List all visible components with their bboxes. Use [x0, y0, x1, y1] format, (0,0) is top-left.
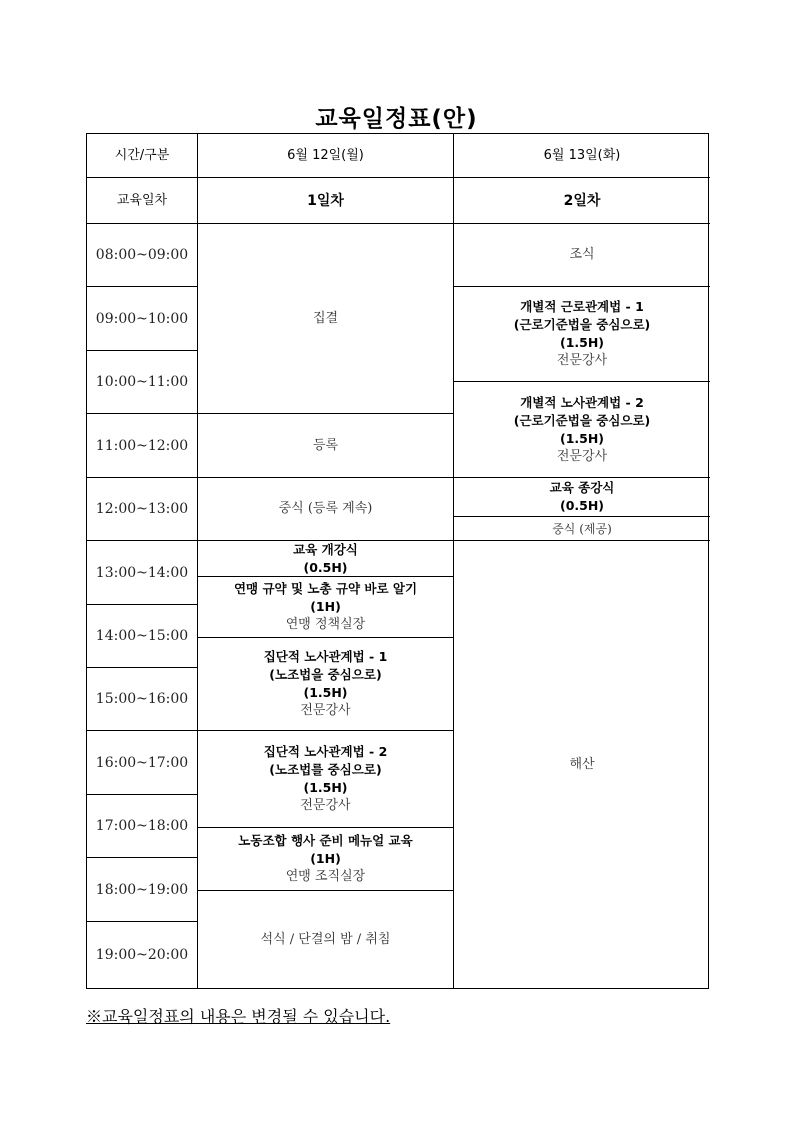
closing-duration: (0.5H): [559, 498, 605, 513]
individual2-duration: (1.5H): [559, 430, 605, 446]
day2-dismiss-text: 해산: [569, 756, 595, 772]
individual1-duration: (1.5H): [559, 335, 605, 350]
day2-breakfast-text: 조식: [569, 247, 595, 262]
day2-lunch-text: 중식 (제공): [552, 521, 612, 536]
day1-register: [198, 414, 454, 478]
day1-dinner-text: 석식 / 단결의 밤 / 취침: [260, 931, 391, 947]
day2-closing: [454, 478, 710, 517]
day1-gather-text: 집결: [312, 310, 339, 326]
time-slot: 10:00~11:00: [87, 351, 198, 414]
union-rules-speaker: 연맹 정책실장: [285, 617, 366, 632]
schedule-table: [86, 133, 709, 989]
collective2-subtitle: (노조법를 중심으로): [269, 762, 382, 777]
time-slot: 09:00~10:00: [87, 287, 198, 351]
day2-label: 2일차: [454, 178, 710, 224]
time-slot: 13:00~14:00: [87, 541, 198, 605]
time-slot: 18:00~19:00: [87, 858, 198, 922]
day-row-label: 교육일차: [87, 178, 198, 224]
closing-title: 교육 종강식: [549, 480, 615, 495]
day2-dismiss: [454, 541, 710, 988]
union-rules-duration: (1H): [310, 599, 341, 614]
time-slot: 15:00~16:00: [87, 668, 198, 731]
day1-collective-law-2: [198, 731, 454, 828]
individual1-title: 개별적 근로관계법 - 1: [520, 299, 644, 314]
header-day1-date: 6월 12일(월): [198, 134, 454, 178]
day1-register-text: 등록: [312, 437, 339, 453]
individual1-speaker: 전문강사: [556, 353, 608, 368]
day1-label: 1일차: [198, 178, 454, 224]
header-day2-date: 6월 13일(화): [454, 134, 710, 178]
day2-lunch: [454, 517, 710, 541]
individual1-subtitle: (근로기준법을 중심으로): [513, 317, 651, 332]
union-rules-title: 연맹 규약 및 노총 규약 바로 알기: [233, 581, 418, 596]
time-slot: 16:00~17:00: [87, 731, 198, 795]
collective1-duration: (1.5H): [303, 685, 348, 700]
day1-union-rules: [198, 577, 454, 638]
opening-duration: (0.5H): [303, 559, 348, 575]
day1-opening: [198, 541, 454, 577]
manual-speaker: 연맹 조직실장: [285, 869, 366, 884]
time-slot: 17:00~18:00: [87, 795, 198, 858]
collective2-title: 집단적 노사관계법 - 2: [263, 744, 388, 759]
day1-dinner: [198, 891, 454, 988]
collective1-speaker: 전문강사: [300, 703, 351, 718]
manual-duration: (1H): [310, 851, 341, 866]
individual2-subtitle: (근로기준법을 중심으로): [513, 412, 651, 428]
individual2-speaker: 전문강사: [556, 448, 608, 464]
page-title: 교육일정표(안): [315, 106, 478, 132]
manual-title: 노동조합 행사 준비 메뉴얼 교육: [238, 833, 413, 848]
day1-collective-law-1: [198, 638, 454, 731]
individual2-title: 개별적 노사관계법 - 2: [520, 394, 644, 410]
time-slot: 11:00~12:00: [87, 414, 198, 478]
day2-individual-law-1: [454, 287, 710, 382]
collective2-duration: (1.5H): [303, 780, 348, 795]
header-time-label: 시간/구분: [87, 134, 198, 178]
day2-breakfast: [454, 224, 710, 287]
time-slot: 14:00~15:00: [87, 605, 198, 668]
time-slot: 19:00~20:00: [87, 922, 198, 988]
collective1-title: 집단적 노사관계법 - 1: [263, 649, 388, 664]
opening-title: 교육 개강식: [293, 541, 358, 557]
day1-lunch-text: 중식 (등록 계속): [278, 501, 373, 516]
day2-individual-law-2: [454, 382, 710, 478]
day1-lunch: [198, 478, 454, 541]
collective2-speaker: 전문강사: [300, 798, 351, 813]
time-slot: 08:00~09:00: [87, 224, 198, 287]
day1-gather: [198, 224, 454, 414]
footnote: ※교육일정표의 내용은 변경될 수 있습니다.: [86, 1007, 391, 1026]
time-slot: 12:00~13:00: [87, 478, 198, 541]
day1-event-manual: [198, 828, 454, 891]
collective1-subtitle: (노조법을 중심으로): [269, 667, 382, 682]
